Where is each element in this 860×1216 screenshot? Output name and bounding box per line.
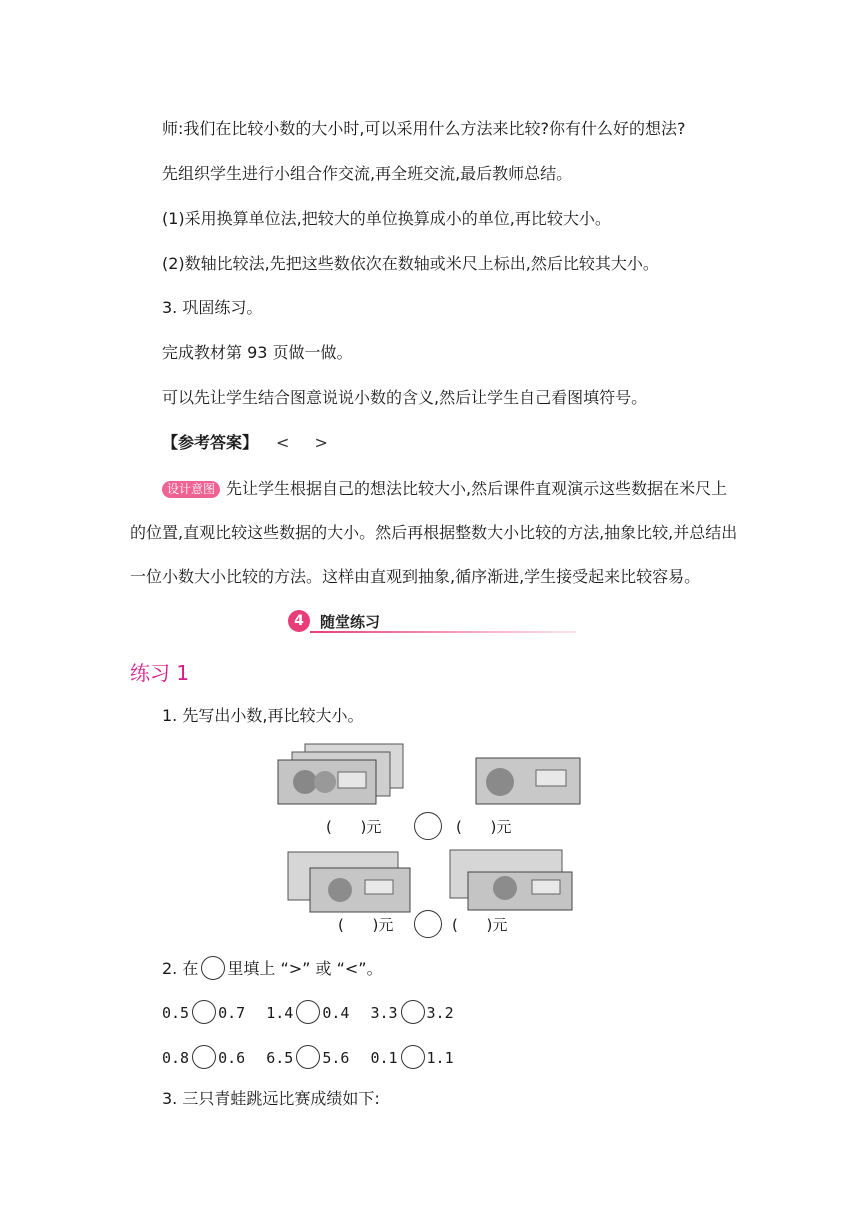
- reference-answer-marks: < >: [276, 433, 338, 452]
- banknote-illustration: [270, 740, 600, 940]
- compare-circle-r2-2[interactable]: [296, 1045, 320, 1069]
- row2-f: 1.1: [426, 1049, 454, 1067]
- design-intent-line-1: [162, 478, 727, 500]
- comparison-row-2: [162, 1045, 454, 1069]
- row1-c: 1.4: [266, 1004, 294, 1022]
- section-heading: [288, 610, 578, 634]
- question-1: 1. 先写出小数,再比较大小。: [162, 706, 364, 725]
- design-intent-line-3: 一位小数大小比较的方法。这样由直观到抽象,循序渐进,学生接受起来比较容易。: [130, 567, 701, 586]
- row1-d: 0.4: [322, 1004, 350, 1022]
- text-line-4: (2)数轴比较法,先把这些数依次在数轴或米尺上标出,然后比较其大小。: [162, 254, 659, 273]
- text-line-2: 先组织学生进行小组合作交流,再全班交流,最后教师总结。: [162, 164, 573, 183]
- exercise-title: 练习 1: [130, 661, 190, 685]
- row1-f: 3.2: [426, 1004, 454, 1022]
- section-number-icon: 4: [288, 610, 310, 632]
- question-2-suffix: 里填上 “>” 或 “<”。: [227, 959, 383, 978]
- text-line-7: 可以先让学生结合图意说说小数的含义,然后让学生自己看图填符号。: [162, 388, 648, 407]
- answer-blank-3[interactable]: ( )元: [338, 916, 394, 934]
- text-line-5: 3. 巩固练习。: [162, 298, 263, 317]
- reference-answer-label: 【参考答案】: [162, 433, 259, 452]
- question-2-prefix: 2. 在: [162, 959, 199, 978]
- row2-a: 0.8: [162, 1049, 190, 1067]
- yuan-and-jiao-notes-right-image: [450, 850, 572, 910]
- row2-d: 5.6: [322, 1049, 350, 1067]
- row2-e: 0.1: [370, 1049, 398, 1067]
- yuan-and-jiao-notes-left-image: [288, 852, 410, 912]
- comparison-row-1: [162, 1000, 454, 1024]
- five-jiao-note-image: [476, 758, 580, 804]
- compare-circle-2[interactable]: [414, 910, 442, 938]
- section-underline: [310, 631, 576, 633]
- design-intent-text-1: 先让学生根据自己的想法比较大小,然后课件直观演示这些数据在米尺上: [226, 479, 728, 498]
- text-line-6: 完成教材第 93 页做一做。: [162, 343, 353, 362]
- design-intent-badge: 设计意图: [162, 481, 220, 498]
- row2-c: 6.5: [266, 1049, 294, 1067]
- question-3: 3. 三只青蛙跳远比赛成绩如下:: [162, 1089, 380, 1108]
- text-line-3: (1)采用换算单位法,把较大的单位换算成小的单位,再比较大小。: [162, 209, 611, 228]
- section-title: 随堂练习: [320, 613, 381, 631]
- sample-circle-icon: [201, 956, 225, 980]
- compare-circle-r1-3[interactable]: [401, 1000, 425, 1024]
- answer-blank-4[interactable]: ( )元: [452, 916, 508, 934]
- compare-circle-r1-2[interactable]: [296, 1000, 320, 1024]
- question-2: [162, 956, 383, 980]
- row2-b: 0.6: [218, 1049, 246, 1067]
- compare-circle-r2-3[interactable]: [401, 1045, 425, 1069]
- text-line-1: 师:我们在比较小数的大小时,可以采用什么方法来比较?你有什么好的想法?: [162, 119, 686, 138]
- row1-a: 0.5: [162, 1004, 190, 1022]
- reference-answer: [162, 432, 338, 454]
- design-intent-line-2: 的位置,直观比较这些数据的大小。然后再根据整数大小比较的方法,抽象比较,并总结出: [130, 523, 738, 542]
- row1-e: 3.3: [370, 1004, 398, 1022]
- one-jiao-notes-image: [278, 744, 403, 804]
- compare-circle-r1-1[interactable]: [192, 1000, 216, 1024]
- answer-blank-2[interactable]: ( )元: [456, 818, 512, 836]
- answer-blank-1[interactable]: ( )元: [326, 818, 382, 836]
- compare-circle-r2-1[interactable]: [192, 1045, 216, 1069]
- row1-b: 0.7: [218, 1004, 246, 1022]
- compare-circle-1[interactable]: [414, 812, 442, 840]
